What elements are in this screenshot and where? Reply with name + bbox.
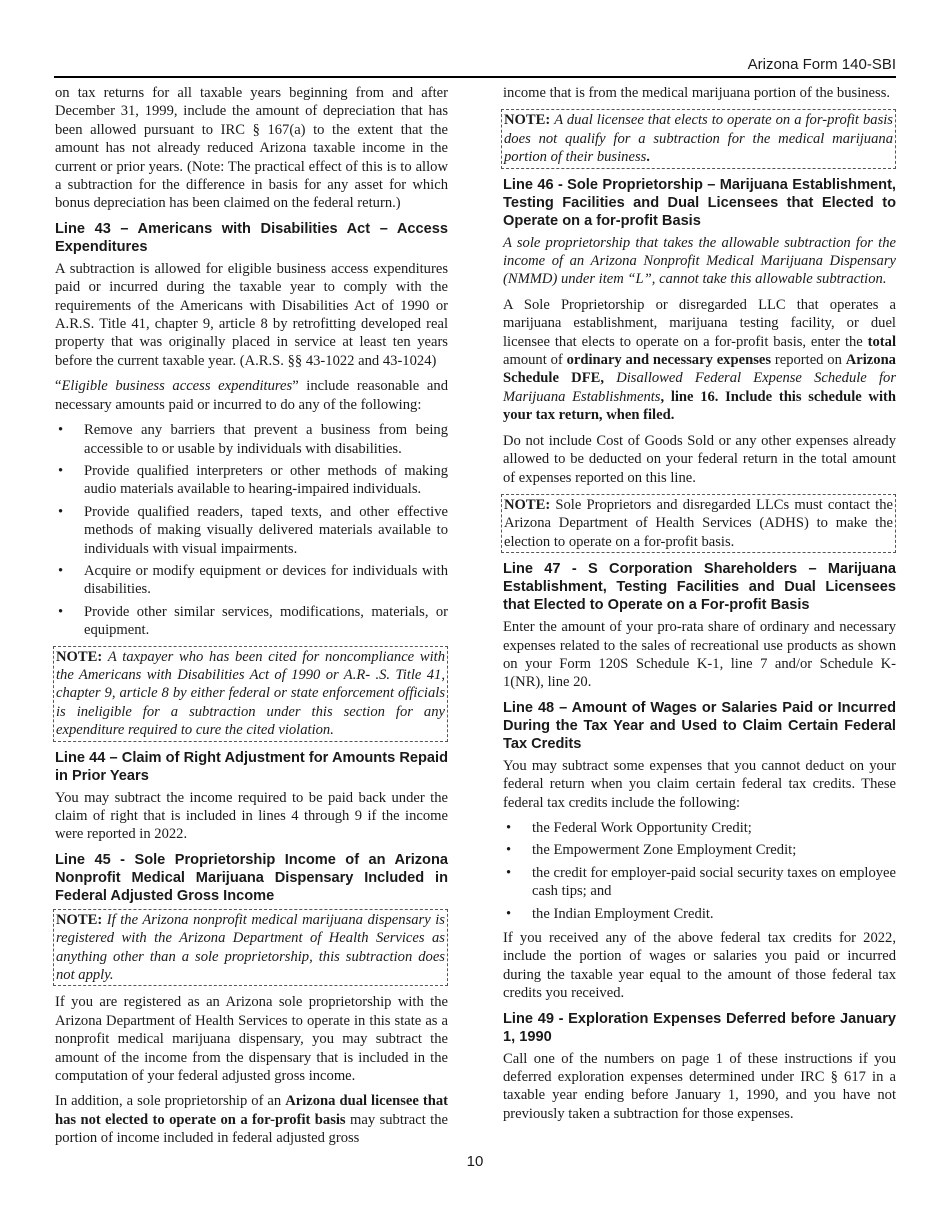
line-47-paragraph: Enter the amount of your pro-rata share of ordinary and necessary expenses related to the sales of recreational use products as shown on your Form 120S Schedule K-1, line 7 and/or Schedule K-1(NR), line 20. [503,619,896,691]
left-column [55,84,448,1155]
note-label: NOTE: [56,911,103,928]
line-44-heading: Line 44 – Claim of Right Adjustment for Amounts Repaid in Prior Years [55,749,448,784]
line-46-heading: Line 46 - Sole Proprietorship – Marijuana Establishment, Testing Facilities and Dual Licensees that Elected to Operate on a for-profit Basis [503,176,896,229]
right-column [503,84,896,1130]
page-number: 10 [466,1153,484,1170]
note-label: NOTE: [504,496,551,513]
line-48-credits-paragraph: If you received any of the above federal tax credits for 2022, include the portion of wages or salaries you paid or incurred during the taxable year equal to the amount of those federal tax credits you received. [503,930,896,1002]
list-item: • the Empowerment Zone Employment Credit; [503,841,896,859]
line-46-italic-paragraph: A sole proprietorship that takes the allowable subtraction for the income of an Arizona Nonprofit Medical Marijuana Dispensary (NMMD) under item “L”, cannot take this allowable subtraction. [503,234,896,288]
line-43-definition: “Eligible business access expenditures” include reasonable and necessary amounts paid or incurred to do any of the following: [55,378,448,413]
list-item: • Acquire or modify equipment or devices for individuals with disabilities. [55,562,448,599]
line-45-note-box [53,909,448,987]
line-44-paragraph: You may subtract the income required to be paid back under the claim of right that is included in lines 4 through 9 if the income were reported in 2022. [55,789,448,843]
list-item: • Provide qualified readers, taped texts, and other effective methods of making visually delivered materials available to individuals with visual impairments. [55,503,448,558]
line-49-paragraph: Call one of the numbers on page 1 of these instructions if you deferred exploration expenses determined under IRC § 617 in a taxable year ending before January 1, 1990, and you have not previously taken a subtraction for those expenses. [503,1050,896,1122]
line-47-heading: Line 47 - S Corporation Shareholders – Marijuana Establishment, Testing Facilities and Dual Licensees that Elected to Operate on a For-profit Basis [503,561,896,614]
defined-term: Eligible business access expenditures [61,378,293,395]
line-49-heading: Line 49 - Exploration Expenses Deferred before January 1, 1990 [503,1010,896,1045]
line-48-heading: Line 48 – Amount of Wages or Salaries Paid or Incurred During the Tax Year and Used to Claim Certain Federal Tax Credits [503,699,896,752]
line-43-paragraph: A subtraction is allowed for eligible business access expenditures paid or incurred during the taxable year to comply with the requirements of the Americans with Disabilities Act of 1990 or A.R.S. Title 41, chapter 9, article 8 by retrofitting developed real property that was originally placed in service at least ten years before the current taxable year. (A.R.S. §§ 43-1022 and 43-1024) [55,260,448,369]
line-46-paragraph: A Sole Proprietorship or disregarded LLC that operates a marijuana establishment, marijuana testing facility, or duel licensee that elects to operate on a for-profit basis, enter the total amount of ordinary and necessary expenses reported on Arizona Schedule DFE, Disallowed Federal Expense Schedule for Marijuana Establishments, line 16. Include this schedule with your tax return, when filed. [503,296,897,424]
list-item: • the credit for employer-paid social security taxes on employee cash tips; and [503,864,896,901]
line-46-exclusion-paragraph: Do not include Cost of Goods Sold or any other expenses already allowed to be deducted on your federal return in the total amount of expenses reported on this line. [503,432,896,486]
continued-paragraph: income that is from the medical marijuana portion of the business. [503,85,891,101]
dual-licensee-note-box: NOTE: A dual licensee that elects to operate on a for-profit basis does not qualify for a subtraction for the medical marijuana portion of their business. [501,109,896,168]
list-item: • the Indian Employment Credit. [503,905,896,923]
header-rule [54,76,896,78]
line-46-note-box [501,494,896,553]
note-label: NOTE: [504,112,551,129]
intro-paragraph: on tax returns for all taxable years beginning from and after December 31, 1999, include the amount of depreciation that has been allowed pursuant to IRC § 167(a) to the extent that the amount has not already reduced Arizona taxable income in the current or prior years. (Note: The practical effect of this is to allow a subtraction for the difference in basis for any asset for which bonus depreciation has been claimed on the federal return.) [55,85,448,212]
note-text: Sole Proprietors and disregarded LLCs must contact the Arizona Department of Health Services (ADHS) to make the election to operate on a for-profit basis. [504,496,893,550]
list-item: • the Federal Work Opportunity Credit; [503,819,896,837]
list-item: • Remove any barriers that prevent a business from being accessible to or usable by individuals with disabilities. [55,421,448,458]
line-43-note-box [53,646,448,742]
form-title: Arizona Form 140-SBI [747,56,896,73]
line-48-bullet-list [503,819,896,923]
list-item: • Provide other similar services, modifications, materials, or equipment. [55,603,448,640]
line-43-heading: Line 43 – Americans with Disabilities Act – Access Expenditures [55,220,448,255]
line-45-heading: Line 45 - Sole Proprietorship Income of an Arizona Nonprofit Medical Marijuana Dispensary Included in Federal Adjusted Gross Income [55,851,448,904]
line-45-paragraph: If you are registered as an Arizona sole proprietorship with the Arizona Department of Health Services to operate in this state as a nonprofit medical marijuana dispensary, you may subtract the amount of the income from the dispensary that is included in the computation of your federal adjusted gross income. [55,994,448,1085]
line-48-paragraph: You may subtract some expenses that you cannot deduct on your federal return when you claim certain federal tax credits. These federal tax credits include the following: [503,757,896,811]
note-text: A taxpayer who has been cited for noncompliance with the Americans with Disabilities Act of 1990 or A.R- .S. Title 41, chapter 9, article 8 by either federal or state enforcement officials is ineligible for a subtraction under this section for any expenditure required to cure the cited violation. [56,648,445,739]
line-43-bullet-list [55,421,448,639]
note-text: A dual licensee that elects to operate on a for-profit basis does not qualify for a subtraction for the medical marijuana portion of their business [504,112,893,166]
note-text: If the Arizona nonprofit medical marijuana dispensary is registered with the Arizona Department of Health Services as anything other than a sole proprietorship, this subtraction does not apply. [56,911,445,984]
line-45-dual-licensee-paragraph: In addition, a sole proprietorship of an Arizona dual licensee that has not elected to operate on a for-profit basis may subtract the portion of income included in federal adjusted gross [55,1093,448,1147]
note-label: NOTE: [56,648,103,665]
list-item: • Provide qualified interpreters or other methods of making audio materials available to hearing-impaired individuals. [55,462,448,499]
